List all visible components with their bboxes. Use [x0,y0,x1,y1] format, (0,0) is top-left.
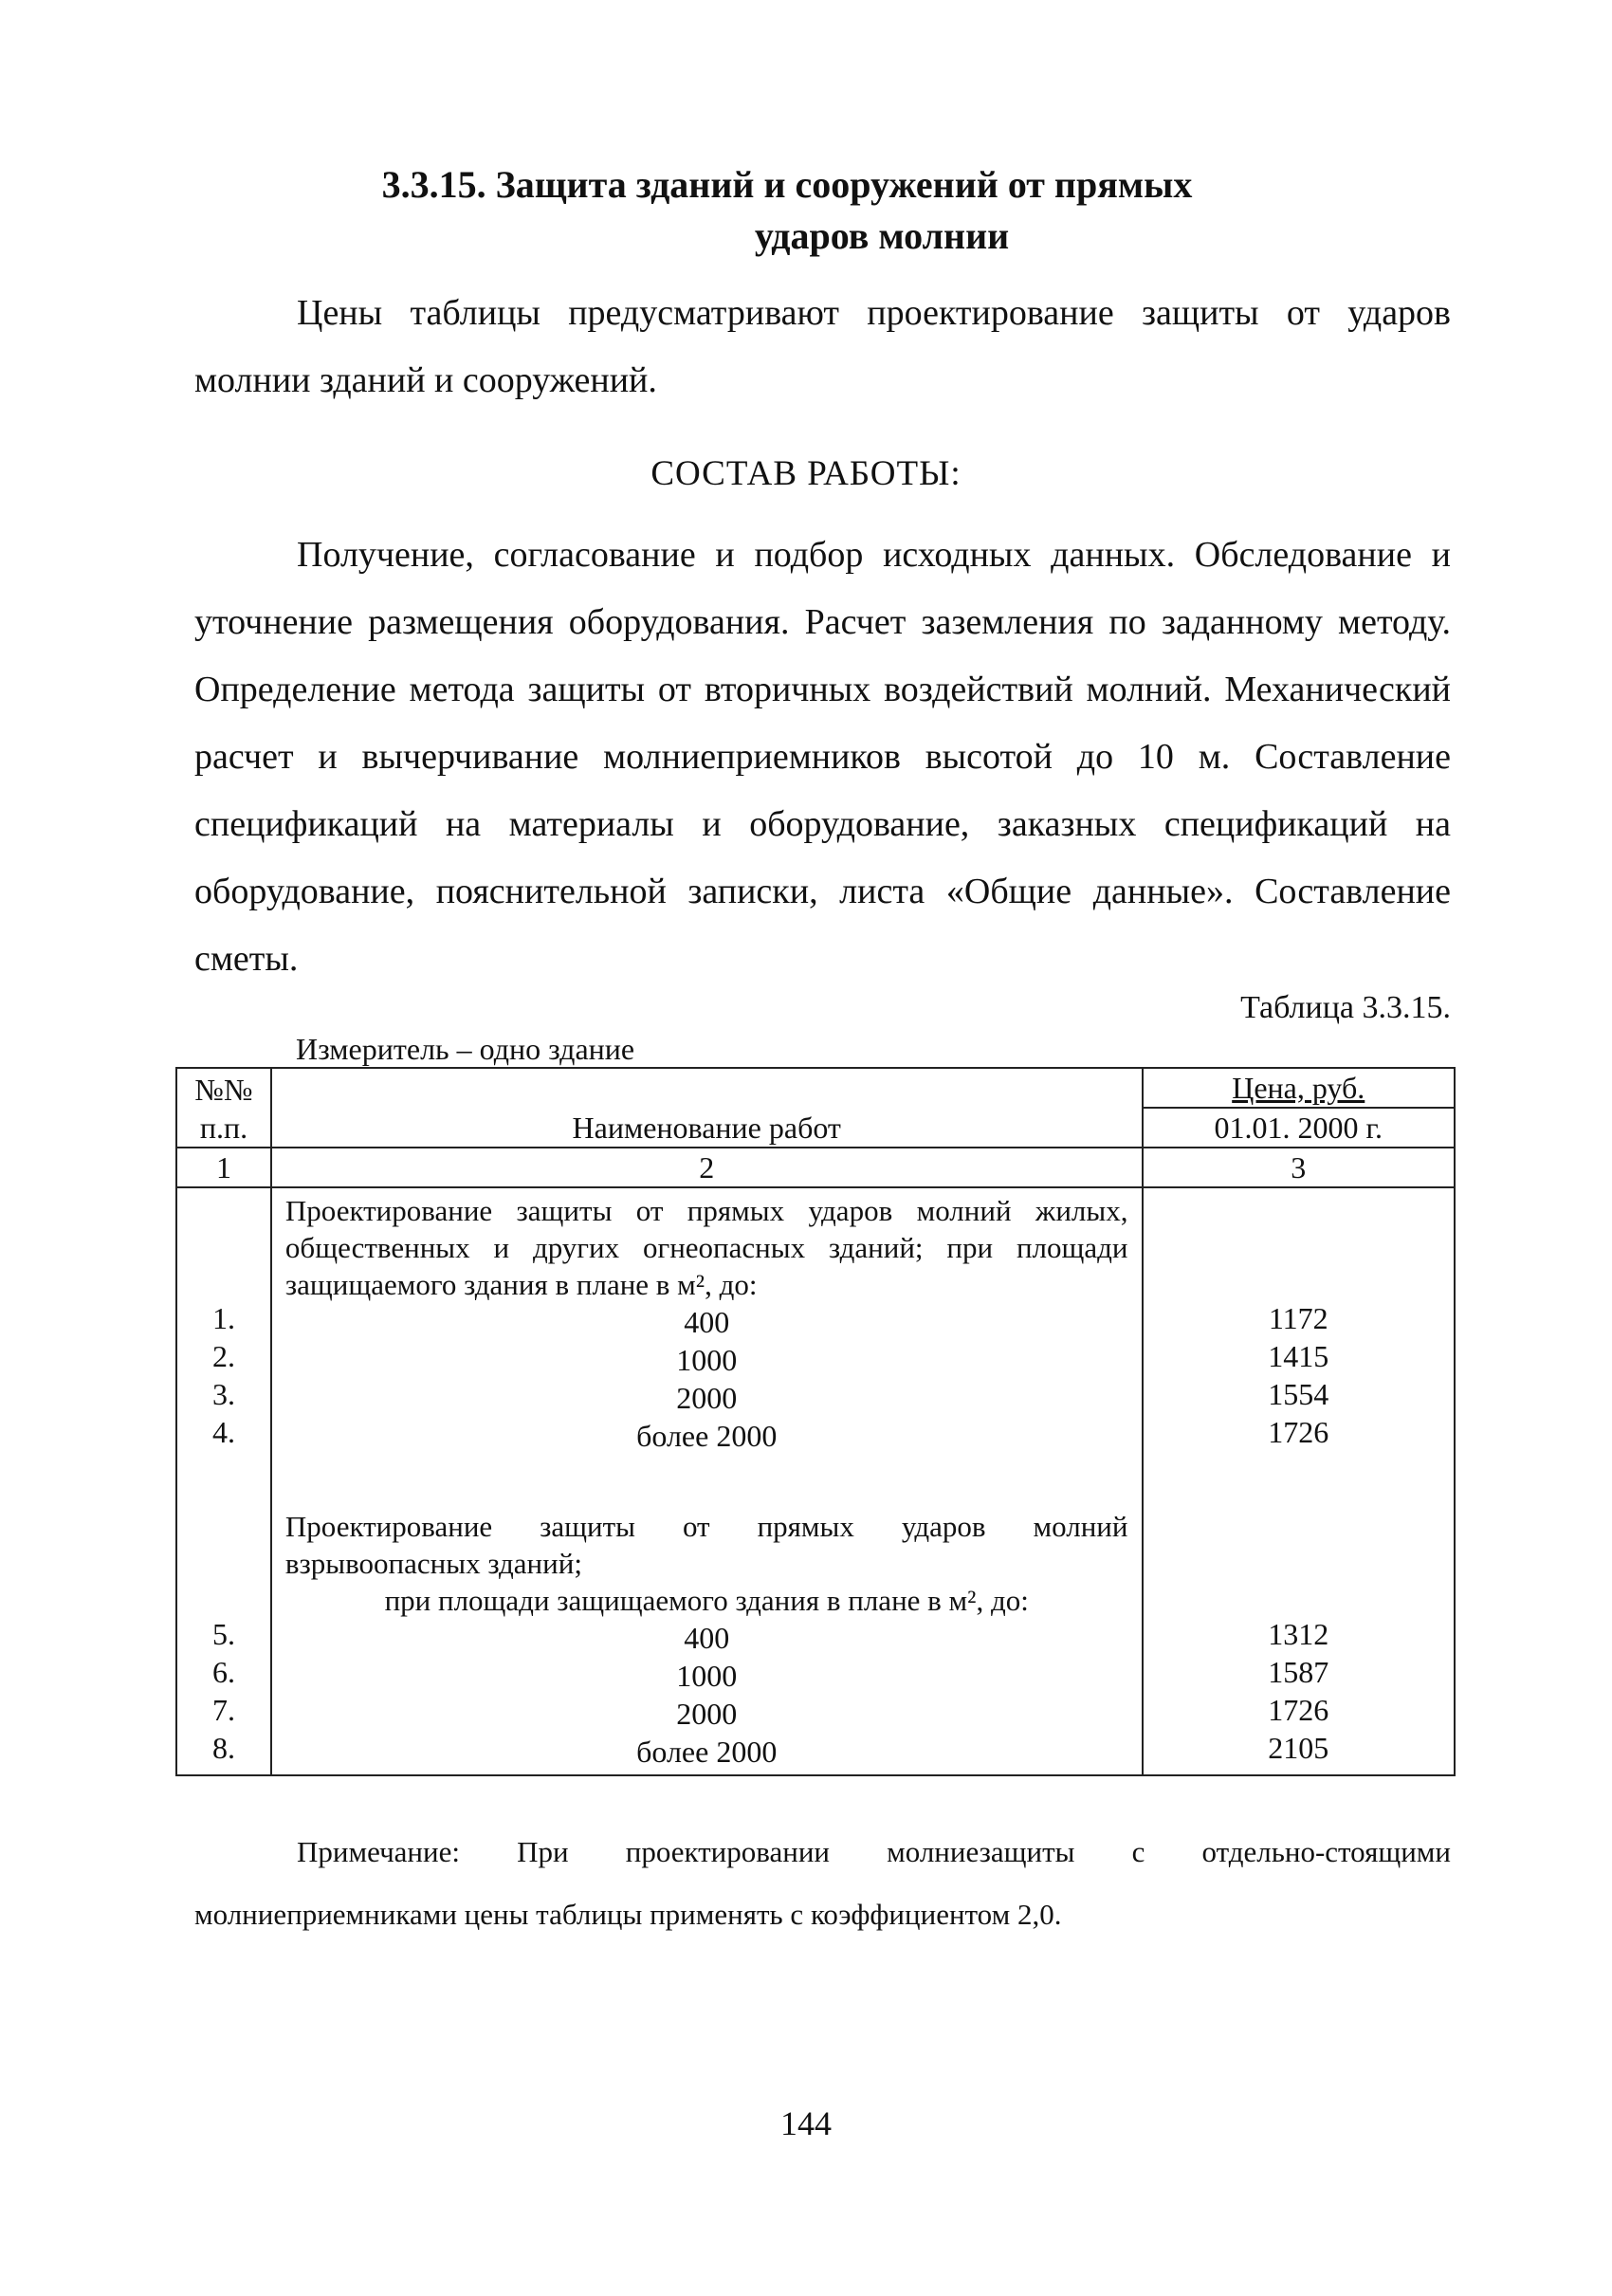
group1-title: Проектирование защиты от прямых ударов молний жилых, общественных и других огнеопасных зданий; при площади защищаемого здания в плане в м², до: [284,1194,1128,1301]
page-number: 144 [780,2104,832,2142]
row-area: 400 [684,1305,730,1339]
row-num: 2. [211,1339,235,1373]
row-num: 6. [211,1655,235,1689]
row-num: 4. [211,1415,235,1449]
group2-subtitle: при площади защищаемого здания в плане в м², до: [384,1584,1029,1617]
row-num: 5. [211,1617,235,1651]
header-name-cell: Наименование работ [271,1068,1143,1148]
note-text: При проектировании молниезащиты с отдельно-стоящими молниеприемниками цены таблицы применять с коэффициентом 2,0. [194,1835,1452,1931]
row-price: 1554 [1268,1377,1329,1411]
body-price-column [1143,1187,1456,1775]
group2-title: Проектирование защиты от прямых ударов молний взрывоопасных зданий; [284,1510,1128,1580]
row-area: 1000 [676,1659,738,1693]
row-price: 1415 [1268,1339,1329,1373]
section-title [0,159,1612,262]
row-num: 8. [211,1731,235,1765]
header-price-line2: 01.01. 2000 г. [1214,1111,1383,1145]
row-price: 1726 [1268,1415,1329,1449]
row-num: 7. [211,1693,235,1727]
header-num-line1: №№ [194,1073,253,1107]
row-area: 400 [684,1621,730,1655]
section-title-line2: ударов молнии [754,214,1010,257]
composition-paragraph: Получение, согласование и подбор исходных данных. Обследование и уточнение размещения оборудования. Расчет заземления по заданному методу. Определение метода защиты от вторичных воздействий молний. Механический расчет и вычерчивание молниеприемников высотой до 10 м. Составление спецификаций на материалы и оборудование, заказных спецификаций на оборудование, пояснительной записки, листа «Общие данные». Составление сметы. [194,535,1451,979]
row-price: 2105 [1268,1731,1329,1765]
row-num: 3. [211,1377,235,1411]
row-num: 1. [211,1301,235,1335]
column-number-1: 1 [176,1148,271,1187]
row-price: 1726 [1268,1693,1329,1727]
measure-unit: Измеритель – одно здание [296,1032,635,1066]
intro-paragraph: Цены таблицы предусматривают проектирование защиты от ударов молнии зданий и сооружений. [194,293,1451,400]
row-area: более 2000 [636,1419,778,1453]
row-area: более 2000 [636,1735,778,1769]
column-number-row [176,1148,1455,1187]
note-paragraph [194,1821,1451,1946]
table-header-row [176,1068,1455,1148]
table-caption: Таблица 3.3.15. [1240,990,1451,1025]
row-area: 1000 [676,1343,738,1377]
row-price: 1587 [1268,1655,1329,1689]
body-num-column [176,1187,271,1775]
row-area: 2000 [676,1697,738,1731]
composition-heading: СОСТАВ РАБОТЫ: [650,454,962,493]
header-price-cell [1143,1068,1456,1148]
row-price: 1172 [1268,1301,1328,1335]
header-price-line1: Цена, руб. [1144,1069,1455,1109]
table-body-row [176,1187,1455,1775]
body-name-column [271,1187,1143,1775]
header-num-line2: п.п. [199,1111,248,1145]
row-price: 1312 [1268,1617,1329,1651]
price-table [175,1067,1456,1776]
column-number-3: 3 [1143,1148,1456,1187]
column-number-2: 2 [271,1148,1143,1187]
row-area: 2000 [676,1381,738,1415]
section-title-line1: 3.3.15. Защита зданий и сооружений от прямых [381,163,1193,206]
header-num-cell [176,1068,271,1148]
note-label: Примечание: [297,1835,460,1868]
